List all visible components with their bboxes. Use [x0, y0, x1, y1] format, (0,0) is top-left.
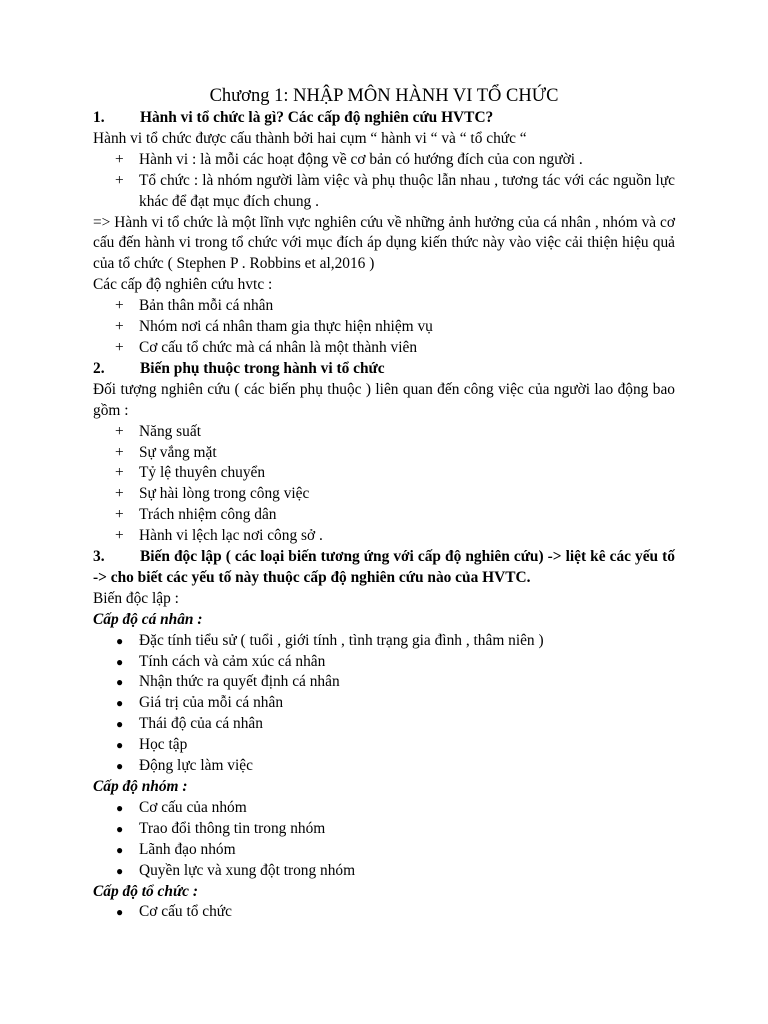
list-item: ● Cơ cấu tổ chức — [93, 902, 675, 923]
plus-marker: + — [115, 338, 124, 356]
list-item: + Tỷ lệ thuyên chuyển — [93, 463, 675, 484]
section-2-intro: Đối tượng nghiên cứu ( các biến phụ thuộc ) liên quan đến công việc của người lao động bao gồm : — [93, 380, 675, 419]
list-item: ● Tính cách và cảm xúc cá nhân — [93, 652, 675, 673]
plus-marker: + — [115, 150, 124, 168]
bullet-marker: ● — [116, 696, 124, 711]
section-2-list — [93, 422, 675, 547]
list-item: + Cơ cấu tổ chức mà cá nhân là một thành viên — [93, 338, 675, 359]
plus-marker: + — [115, 171, 124, 189]
list-item: ● Thái độ của cá nhân — [93, 714, 675, 735]
document-page — [93, 84, 675, 923]
list-item: + Hành vi lệch lạc nơi công sở . — [93, 526, 675, 547]
list-item: ● Trao đổi thông tin trong nhóm — [93, 819, 675, 840]
section-1-definition-list — [93, 150, 675, 213]
bullet-marker: ● — [116, 759, 124, 774]
section-1-intro: Hành vi tổ chức được cấu thành bởi hai cụm “ hành vi “ và “ tổ chức “ — [93, 129, 527, 147]
list-item: + Tổ chức : là nhóm người làm việc và phụ thuộc lẫn nhau , tương tác với các nguồn lực khác để đạt mục đích chung . — [115, 171, 675, 210]
list-item: ● Đặc tính tiểu sử ( tuổi , giới tính , tình trạng gia đình , thâm niên ) — [93, 631, 675, 652]
list-item: ● Học tập — [93, 735, 675, 756]
bullet-marker: ● — [116, 821, 124, 836]
bullet-marker: ● — [116, 905, 124, 920]
group-team-heading: Cấp độ nhóm : — [93, 778, 188, 795]
plus-marker: + — [115, 422, 124, 440]
section-3-intro: Biến độc lập : — [93, 589, 179, 607]
list-item: ● Nhận thức ra quyết định cá nhân — [93, 672, 675, 693]
bullet-marker: ● — [116, 800, 124, 815]
list-item: + Sự vắng mặt — [93, 443, 675, 464]
bullet-marker: ● — [116, 633, 124, 648]
section-number: 1. — [93, 109, 105, 126]
group-organization-heading: Cấp độ tổ chức : — [93, 882, 198, 900]
bullet-marker: ● — [116, 675, 124, 690]
list-item: + Năng suất — [93, 422, 675, 443]
section-title: Biến độc lập ( các loại biến tương ứng với cấp độ nghiên cứu) -> liệt kê các yếu tố -> cho biết các yếu tố này thuộc cấp độ nghiên cứu nào của HVTC. — [93, 548, 675, 586]
bullet-marker: ● — [116, 738, 124, 753]
list-item: + Sự hài lòng trong công việc — [93, 484, 675, 505]
list-item: ● Động lực làm việc — [93, 756, 675, 777]
section-1-conclusion: => Hành vi tổ chức là một lĩnh vực nghiên cứu về những ảnh hưởng của cá nhân , nhóm và cơ cấu đến hành vi trong tổ chức với mục đích áp dụng kiến thức này vào việc cải thiện hiệu quả của tổ chức ( Stephen P . Robbins et al,2016 ) — [93, 213, 675, 273]
list-item: + Bản thân mỗi cá nhân — [93, 296, 675, 317]
plus-marker: + — [115, 443, 124, 461]
list-item: + Nhóm nơi cá nhân tham gia thực hiện nhiệm vụ — [93, 317, 675, 338]
plus-marker: + — [115, 527, 124, 545]
group-individual-heading: Cấp độ cá nhân : — [93, 610, 203, 628]
chapter-title: Chương 1: NHẬP MÔN HÀNH VI TỔ CHỨC — [209, 86, 559, 106]
bullet-marker: ● — [116, 842, 124, 857]
list-item: ● Quyền lực và xung đột trong nhóm — [93, 861, 675, 882]
bullet-marker: ● — [116, 717, 124, 732]
plus-marker: + — [115, 464, 124, 482]
section-title: Biến phụ thuộc trong hành vi tổ chức — [140, 359, 385, 377]
group-organization-list — [93, 902, 675, 923]
plus-marker: + — [115, 485, 124, 503]
section-2-heading — [93, 359, 675, 380]
section-number: 3. — [93, 548, 105, 566]
list-item: ● Lãnh đạo nhóm — [93, 840, 675, 861]
plus-marker: + — [115, 318, 124, 336]
section-3-heading — [93, 547, 675, 589]
group-individual-list — [93, 631, 675, 777]
section-1-levels-list — [93, 296, 675, 359]
list-item: ● Cơ cấu của nhóm — [93, 798, 675, 819]
list-item: + Trách nhiệm công dân — [93, 505, 675, 526]
list-item: + Hành vi : là mỗi các hoạt động về cơ bản có hướng đích của con người . — [93, 150, 675, 171]
bullet-marker: ● — [116, 654, 124, 669]
section-title: Hành vi tổ chức là gì? Các cấp độ nghiên cứu HVTC? — [140, 109, 494, 126]
bullet-marker: ● — [116, 863, 124, 878]
plus-marker: + — [115, 506, 124, 524]
group-team-list — [93, 798, 675, 882]
plus-marker: + — [115, 297, 124, 315]
section-1-levels-intro: Các cấp độ nghiên cứu hvtc : — [93, 276, 273, 294]
list-item: ● Giá trị của mỗi cá nhân — [93, 693, 675, 714]
section-1-heading — [93, 108, 675, 129]
section-number: 2. — [93, 359, 105, 377]
